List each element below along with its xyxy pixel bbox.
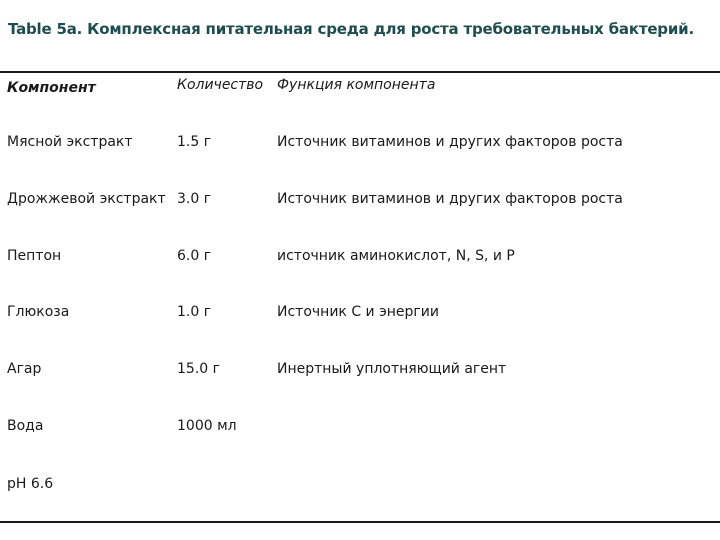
row-amount: 3.0 г xyxy=(177,191,212,207)
table-footer-ph: pH 6.6 xyxy=(7,476,54,492)
row-component: Пептон xyxy=(7,248,62,264)
row-amount: 1.0 г xyxy=(177,304,212,320)
header-amount: Количество xyxy=(177,77,264,93)
header-component: Компонент xyxy=(7,80,96,96)
row-amount: 15.0 г xyxy=(177,361,220,377)
row-amount: 1000 мл xyxy=(177,418,237,434)
row-component: Глюкоза xyxy=(7,304,70,320)
row-function: Инертный уплотняющий агент xyxy=(277,361,507,377)
row-function: Источник C и энергии xyxy=(277,304,439,320)
row-component: Мясной экстракт xyxy=(7,134,133,150)
row-amount: 1.5 г xyxy=(177,134,212,150)
row-amount: 6.0 г xyxy=(177,248,212,264)
row-function: Источник витаминов и других факторов роста xyxy=(277,134,623,150)
row-function: источник аминокислот, N, S, и P xyxy=(277,248,515,264)
table-top-rule xyxy=(0,71,720,73)
table-title: Table 5a. Комплексная питательная среда для роста требовательных бактерий. xyxy=(8,20,694,38)
row-component: Агар xyxy=(7,361,42,377)
header-function: Функция компонента xyxy=(277,77,436,93)
row-component: Дрожжевой экстракт xyxy=(7,191,166,207)
row-component: Вода xyxy=(7,418,44,434)
table-bottom-rule xyxy=(0,521,720,523)
row-function: Источник витаминов и других факторов роста xyxy=(277,191,623,207)
